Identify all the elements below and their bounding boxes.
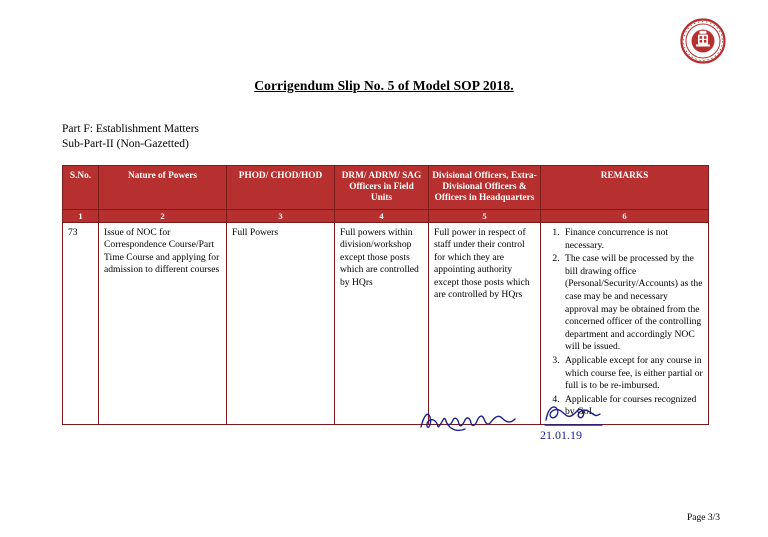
column-header-drm: DRM/ ADRM/ SAG Officers in Field Units [335, 166, 429, 210]
remark-item: 2. The case will be processed by the bill drawing office (Personal/Security/Accounts) as the case may be and necessary approval may be obtained from the concerned officer of the controlling department and accordingly NOC will be issued. [562, 253, 703, 354]
page-title: Corrigendum Slip No. 5 of Model SOP 2018. [254, 78, 514, 93]
powers-table-wrapper [62, 165, 708, 425]
signature-date: 21.01.19 [540, 428, 582, 442]
column-number-5: 5 [429, 210, 541, 223]
column-number-2: 2 [99, 210, 227, 223]
cell-remarks [541, 223, 709, 425]
table-body [63, 223, 709, 425]
cell-drm: Full powers within division/workshop except those posts which are controlled by HQrs [335, 223, 429, 425]
remarks-list [546, 227, 703, 419]
handwritten-signature-left [418, 405, 518, 435]
cell-divisional-officers: Full power in respect of staff under their control for which they are appointing authority except those posts which are controlled by HQrs [429, 223, 541, 425]
remark-item: 3. Applicable except for any course in which course fee, is either partial or full is to be re-imbursed. [562, 355, 703, 393]
column-header-nature-of-powers: Nature of Powers [99, 166, 227, 210]
cell-phod: Full Powers [227, 223, 335, 425]
column-number-1: 1 [63, 210, 99, 223]
column-header-remarks: REMARKS [541, 166, 709, 210]
column-number-4: 4 [335, 210, 429, 223]
table-header [63, 166, 709, 223]
cell-sno: 73 [63, 223, 99, 425]
column-header-divisional-officers: Divisional Officers, Extra-Divisional Officers & Officers in Headquarters [429, 166, 541, 210]
column-number-6: 6 [541, 210, 709, 223]
cell-nature-of-powers: Issue of NOC for Correspondence Course/Part Time Course and applying for admission to different courses [99, 223, 227, 425]
table-header-row [63, 166, 709, 210]
table-row [63, 223, 709, 425]
indian-railways-emblem-icon [680, 18, 726, 64]
column-number-3: 3 [227, 210, 335, 223]
remark-item: 1. Finance concurrence is not necessary. [562, 227, 703, 252]
powers-table [62, 165, 709, 425]
part-heading-primary: Part F: Establishment Matters [62, 123, 200, 135]
column-number-row [63, 210, 709, 223]
column-header-sno: S.No. [63, 166, 99, 210]
footer-page-number: Page 3/3 [687, 513, 720, 523]
column-header-phod: PHOD/ CHOD/HOD [227, 166, 335, 210]
remark-item: 4. Applicable for courses recognized by GoI. [562, 394, 703, 419]
part-heading-secondary: Sub-Part-II (Non-Gazetted) [62, 138, 189, 150]
